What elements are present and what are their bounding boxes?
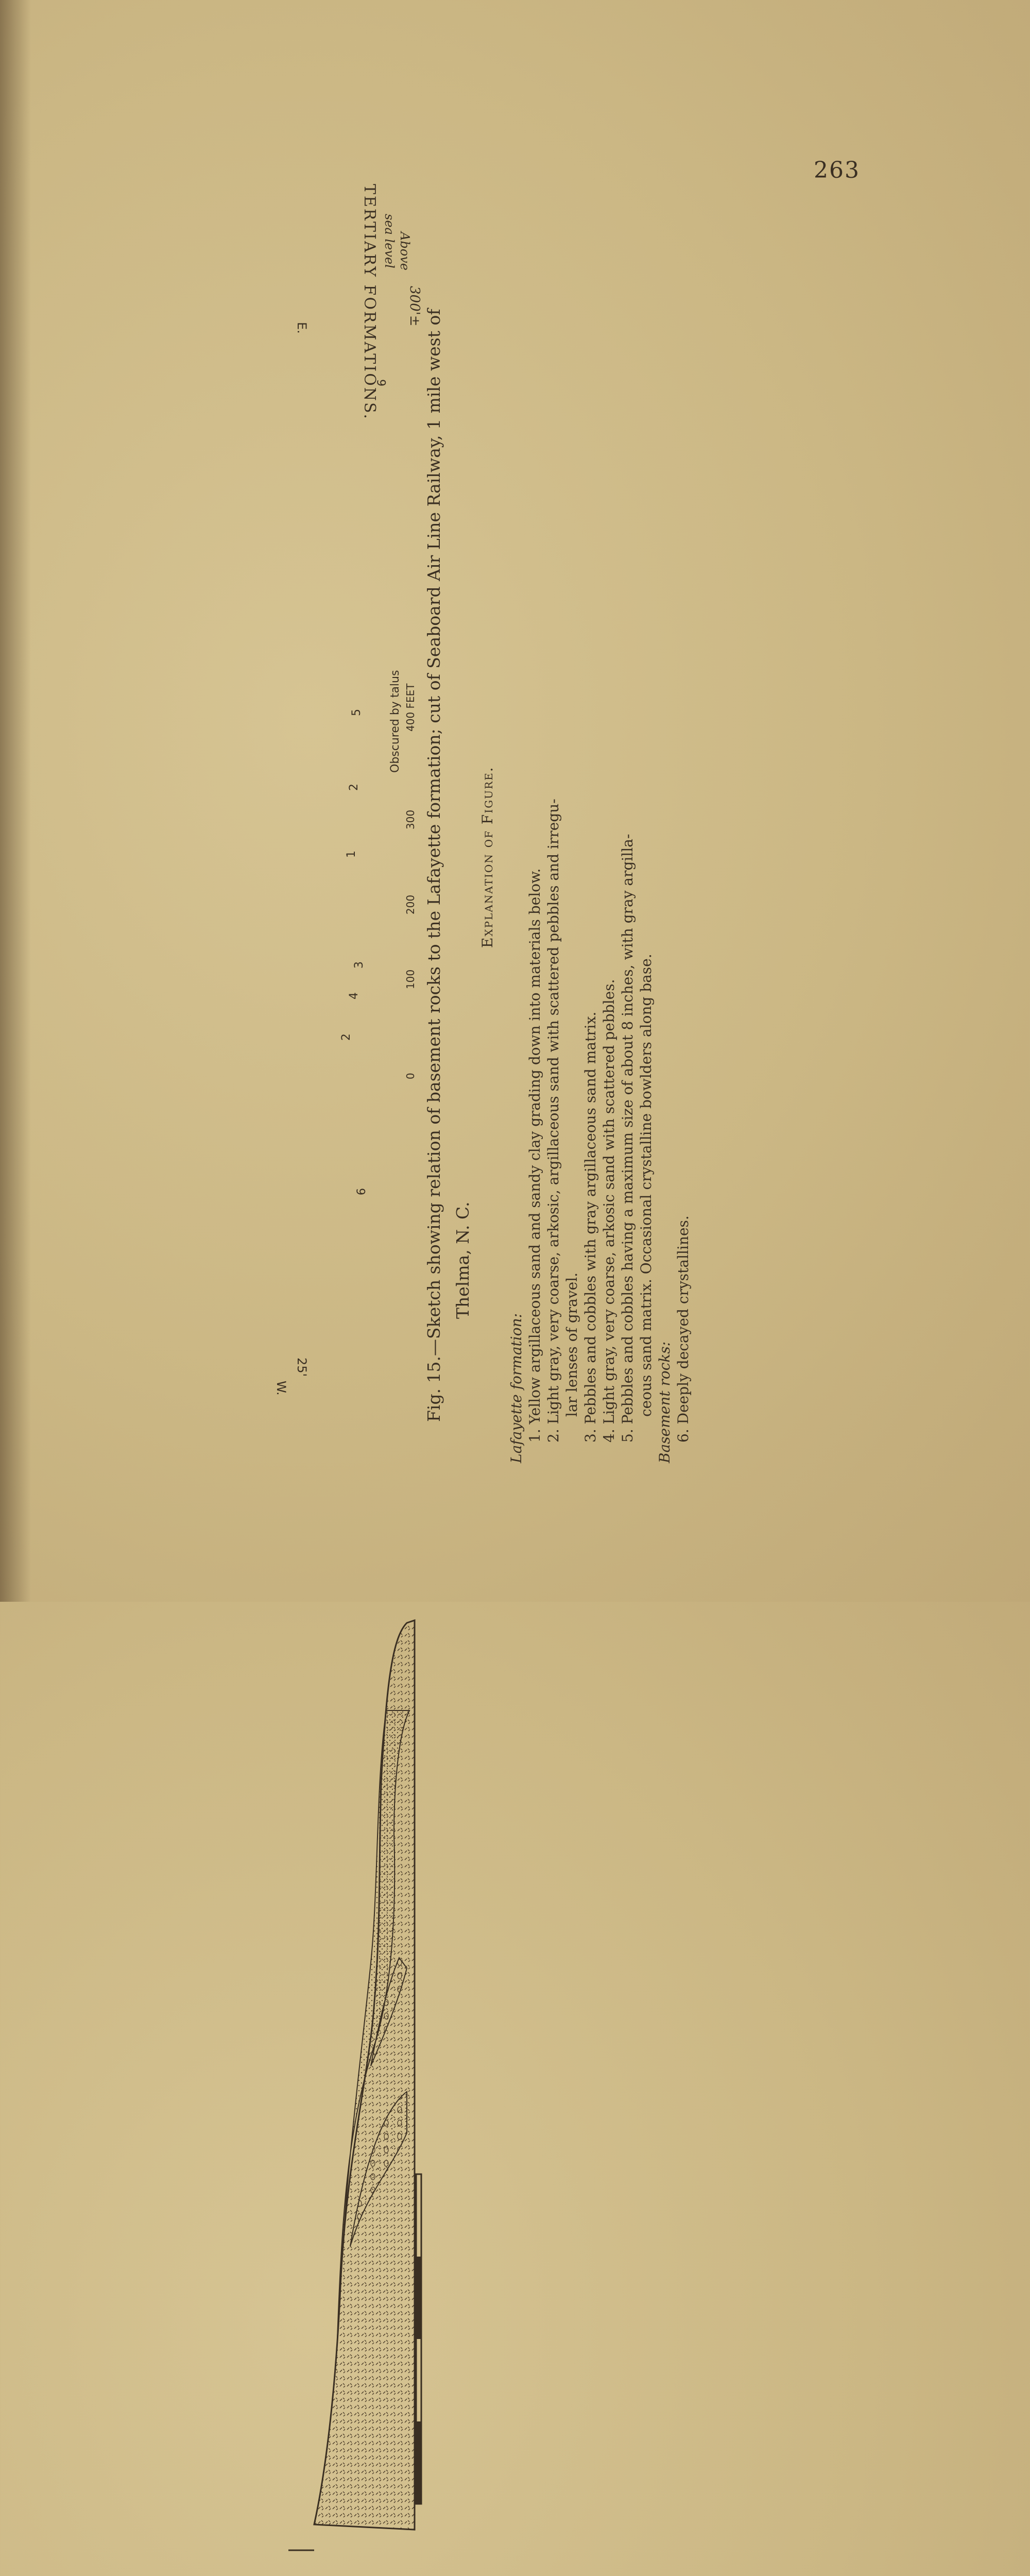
unit-number-label: 2 — [348, 784, 360, 791]
explanation-title: Explanation of Figure. — [479, 766, 496, 948]
elevation-note-line1: Above — [398, 232, 412, 270]
scale-tick-100: 100 — [404, 969, 417, 989]
scale-tick-400: 400 FEET — [404, 683, 417, 732]
legend-item-5: 5. Pebbles and cobbles having a maximum size of about 8 inches, with gray argilla- — [619, 834, 636, 1443]
west-label: W. — [274, 1381, 288, 1396]
figure-caption-line2: Thelma, N. C. — [453, 1201, 473, 1319]
legend-item-5-cont: ceous sand matrix. Occasional crystalline bowlders along base. — [638, 954, 655, 1417]
legend-body-anchor — [507, 799, 692, 1464]
unit-number-label: 6 — [355, 1188, 368, 1195]
scale-bar-filled-segment — [416, 2421, 421, 2504]
east-label: E. — [295, 322, 309, 334]
figure-explanation — [479, 766, 505, 1185]
obscured-by-talus-label: Obscured by talus — [389, 670, 402, 773]
legend-item-3: 3. Pebbles and cobbles with gray argillaceous sand matrix. — [582, 1011, 599, 1443]
unit-number-label: 1 — [345, 851, 358, 858]
page-number: 263 — [814, 157, 860, 183]
page-binding-edge — [0, 0, 31, 1602]
scale-tick-0: 0 — [404, 1073, 417, 1079]
cross-section-svg — [288, 1422, 443, 2576]
legend-item-2-cont: lar lenses of gravel. — [563, 1272, 580, 1417]
running-head: TERTIARY FORMATIONS. — [360, 184, 379, 420]
basement-heading: Basement rocks: — [656, 1341, 673, 1463]
legend-item-1: 1. Yellow argillaceous sand and sandy clay grading down into materials below. — [526, 868, 543, 1443]
scale-tick-200: 200 — [404, 894, 417, 914]
legend-item-4: 4. Light gray, very coarse, arkosic sand with scattered pebbles. — [600, 979, 617, 1443]
legend-item-6: 6. Deeply decayed crystallines. — [675, 1215, 692, 1443]
lafayette-heading: Lafayette formation: — [508, 1313, 525, 1463]
scale-tick-300: 300 — [404, 809, 417, 829]
unit-number-label: 2 — [340, 1033, 353, 1041]
unit-number-label: 5 — [350, 709, 363, 716]
unit-number-label: 3 — [353, 961, 366, 969]
legend-body — [507, 799, 693, 1463]
elevation-label: 300'± — [407, 286, 422, 327]
unit-number-label: 4 — [348, 992, 360, 999]
vertical-scale-label: 25' — [295, 1358, 309, 1377]
unit-number-label: 6 — [376, 379, 389, 386]
scale-bar-filled-segment — [416, 2257, 421, 2339]
figure-caption-line1: Fig. 15.—Sketch showing relation of basement rocks to the Lafayette formation; cut of Seaboard Air Line Railway, 1 mile west of — [424, 309, 444, 1422]
legend-item-2: 2. Light gray, very coarse, arkosic, argillaceous sand with scattered pebbles and irregu- — [545, 799, 562, 1443]
elevation-note-line2: sea level — [382, 214, 397, 268]
figure-caption — [420, 309, 477, 1422]
